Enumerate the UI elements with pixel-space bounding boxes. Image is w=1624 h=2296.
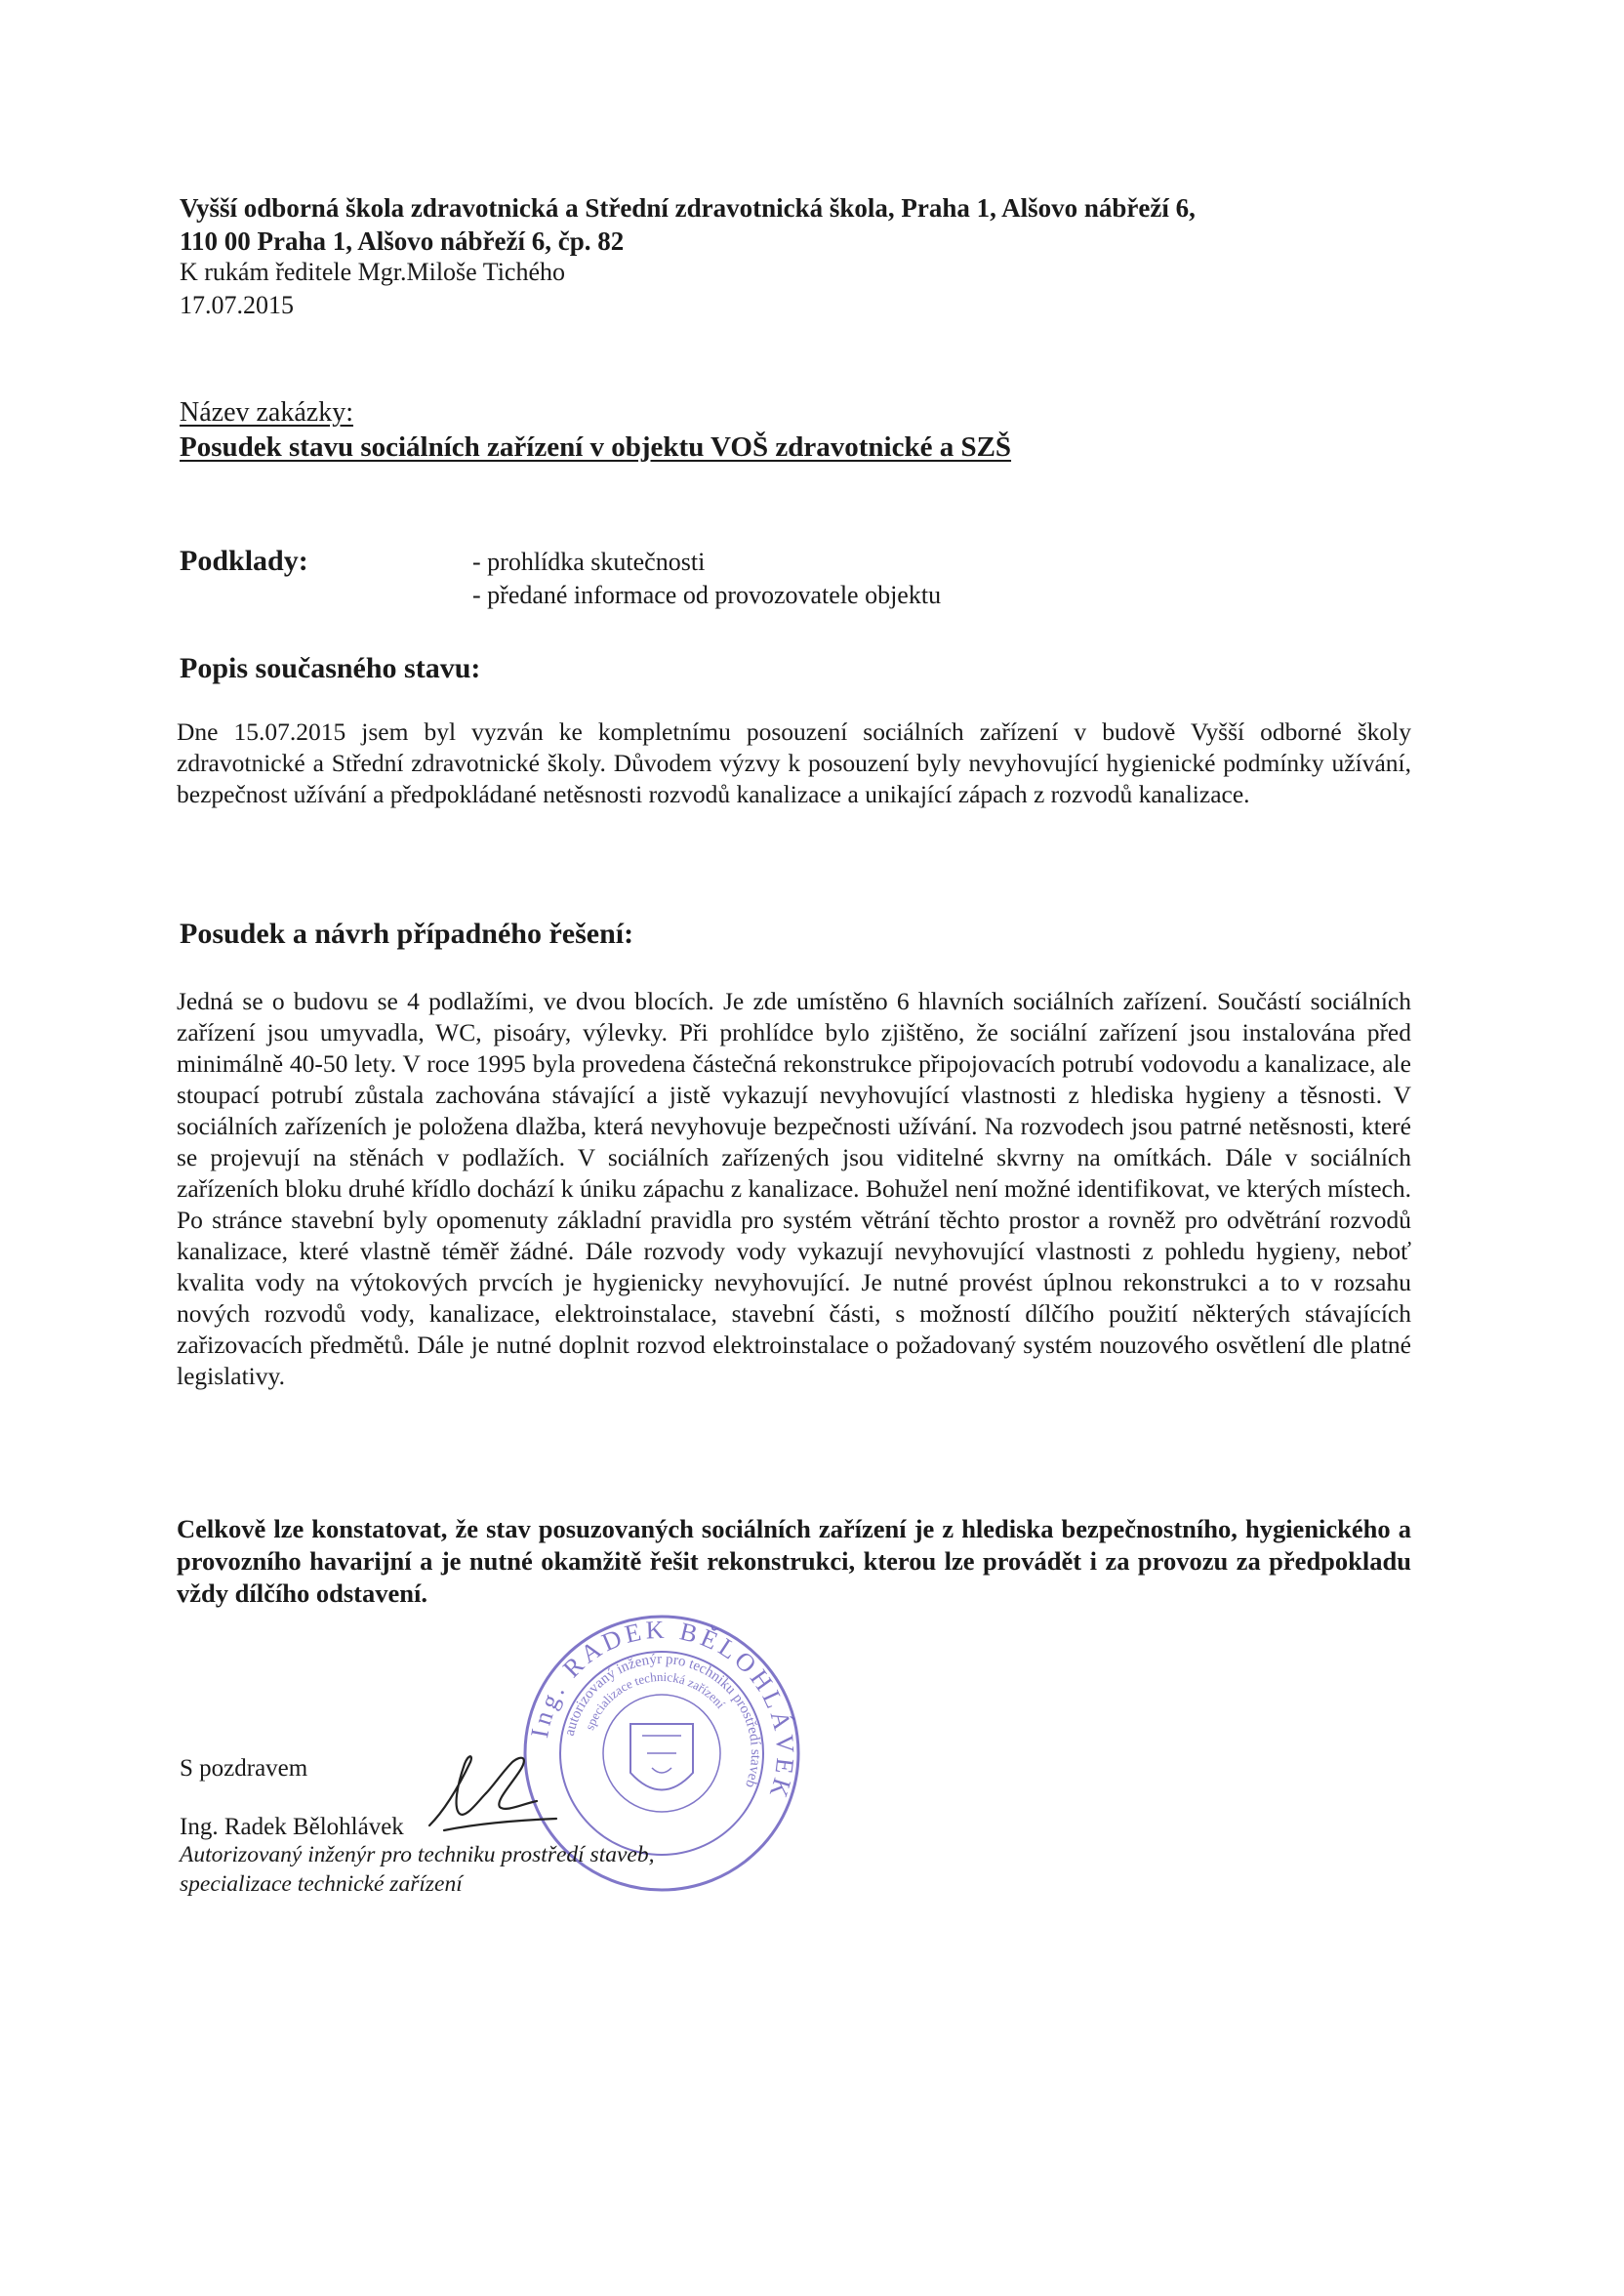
attention-line: K rukám ředitele Mgr.Miloše Tichého xyxy=(180,258,566,286)
stamp-outer-text: Ing. RADEK BĚLOHLÁVEK xyxy=(525,1615,800,1805)
assessment-heading: Posudek a návrh případného řešení: xyxy=(180,918,634,950)
contract-title: Posudek stavu sociálních zařízení v objektu VOŠ zdravotnické a SZŠ xyxy=(180,431,1012,463)
stamp-inner-text-1: autorizovaný inženýr pro techniku prostředí staveb xyxy=(561,1651,764,1790)
recipient-line-2: 110 00 Praha 1, Alšovo nábřeží 6, čp. 82 xyxy=(180,226,625,256)
current-state-text: Dne 15.07.2015 jsem byl vyzván ke kompletnímu posouzení sociálních zařízení v budově Vyšší odborné školy zdravotnické a Střední zdravotnické školy. Důvodem výzvy k posouzení byly nevyhovující hygienické podmínky užívání, bezpečnost užívání a předpokládané netěsnosti rozvodů kanalizace a unikající zápach z rozvodů kanalizace. xyxy=(177,718,1411,808)
recipient-line-1: Vyšší odborná škola zdravotnická a Střední zdravotnická škola, Praha 1, Alšovo nábřeží 6, xyxy=(180,193,1196,223)
letter-date: 17.07.2015 xyxy=(180,291,294,319)
handwritten-signature xyxy=(400,1733,586,1850)
contract-label: Název zakázky: xyxy=(180,397,353,428)
sources-item-1: - prohlídka skutečnosti xyxy=(472,548,706,576)
current-state-heading: Popis současného stavu: xyxy=(180,652,481,684)
signer-name: Ing. Radek Bělohlávek xyxy=(180,1814,404,1840)
stamp-inner-text-2: specializace technická zařízení xyxy=(582,1668,729,1733)
sources-item-2: - předané informace od provozovatele objektu xyxy=(472,581,942,609)
signer-title-line-2: specializace technické zařízení xyxy=(180,1871,463,1897)
signer-title-line-1: Autorizovaný inženýr pro techniku prostředí staveb, xyxy=(180,1842,655,1867)
greeting: S pozdravem xyxy=(180,1755,308,1782)
sources-label: Podklady: xyxy=(180,545,308,577)
assessment-text: Jedná se o budovu se 4 podlažími, ve dvou blocích. Je zde umístěno 6 hlavních sociálních zařízení. Součástí sociálních zařízení jsou umyvadla, WC, pisoáry, výlevky. Při prohlídce bylo zjištěno, že sociální zařízení jsou instalována před minimálně 40-50 lety. V roce 1995 byla provedena částečná rekonstrukce připojovacích potrubí vodovodu a kanalizace, ale stoupací potrubí zůstala zachována stávající a jistě vykazují nevyhovující vlastnosti z hlediska hygieny a těsnosti. V sociálních zařízeních je položena dlažba, která nevyhovuje bezpečnosti užívání. Na rozvodech jsou patrné netěsnosti, které se projevují na stěnách v podlažích. V sociálních zařízených jsou viditelné skvrny na omítkách. Dále v sociálních zařízeních bloku druhé křídlo dochází k úniku zápachu z kanalizace. Bohužel není možné identifikovat, ve kterých místech. Po stránce stavební byly opomenuty základní pravidla pro systém větrání těchto prostor a rovněž pro odvětrání rozvodů kanalizace, které vlastně téměř žádné. Dále rozvody vody vykazují nevyhovující vlastnosti z pohledu hygieny, neboť kvalita vody na výtokových prvcích je hygienicky nevyhovující. Je nutné provést úplnou rekonstrukci a to v rozsahu nových rozvodů vody, kanalizace, elektroinstalace, stavební části, s možností dílčího použití některých stávajících zařizovacích předmětů. Dále je nutné doplnit rozvod elektroinstalace o požadovaný systém nouzového osvětlení dle platné legislativy. xyxy=(177,987,1411,1390)
conclusion-text: Celkově lze konstatovat, že stav posuzovaných sociálních zařízení je z hlediska bezpečnostního, hygienického a provozního havarijní a je nutné okamžitě řešit rekonstrukci, kterou lze provádět i za provozu za předpokladu vždy dílčího odstavení. xyxy=(177,1514,1411,1608)
